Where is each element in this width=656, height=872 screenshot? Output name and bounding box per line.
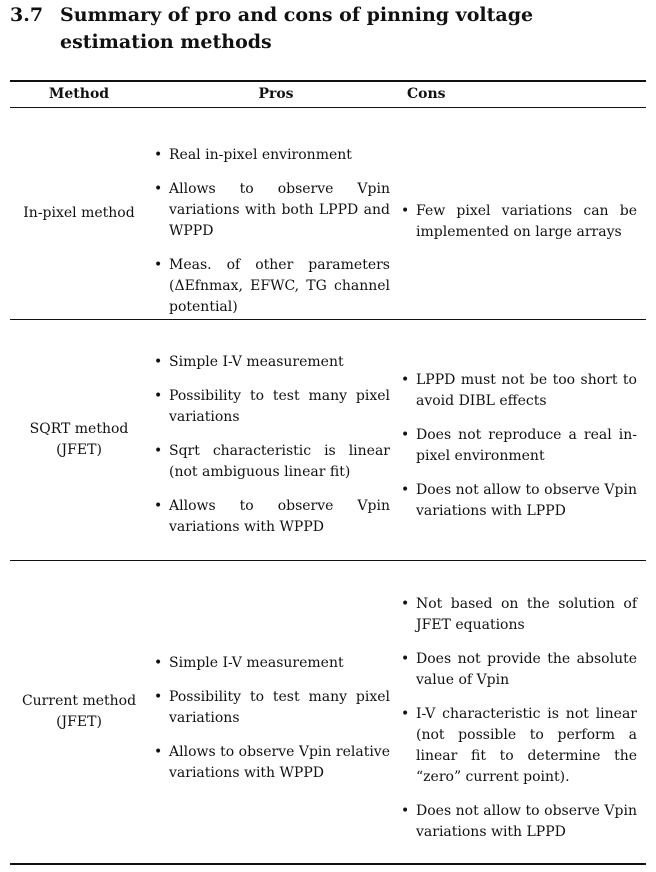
- pros-list: [152, 653, 390, 784]
- list-item: • Allows to observe Vpin variations with both LPPD and WPPD: [152, 179, 390, 242]
- header-cons: Cons: [407, 86, 446, 102]
- list-item: • Simple I-V measurement: [152, 352, 390, 373]
- table-bottom-rule: [10, 863, 646, 865]
- section-number: 3.7: [10, 4, 44, 26]
- list-item: • Allows to observe Vpin relative variations with WPPD: [152, 742, 390, 784]
- list-item: • Does not allow to observe Vpin variations with LPPD: [399, 801, 637, 843]
- table-row: [10, 561, 646, 863]
- list-item: • Not based on the solution of JFET equations: [399, 594, 637, 636]
- method-cell: [10, 108, 148, 319]
- list-item: • Few pixel variations can be implemented on large arrays: [399, 201, 637, 243]
- method-name: SQRT method: [29, 421, 129, 437]
- method-name: Current method: [21, 693, 137, 709]
- list-item: • Simple I-V measurement: [152, 653, 390, 674]
- header-pros: Pros: [258, 86, 294, 102]
- header-method: Method: [48, 86, 110, 102]
- list-item: • Allows to observe Vpin variations with WPPD: [152, 496, 390, 538]
- list-item: • Does not reproduce a real in-pixel environment: [399, 425, 637, 467]
- list-item: • Real in-pixel environment: [152, 145, 390, 166]
- cons-list: [399, 594, 637, 843]
- section-heading: [10, 2, 650, 56]
- method-subtitle: (JFET): [56, 714, 102, 730]
- list-item: • Possibility to test many pixel variations: [152, 687, 390, 729]
- list-item: • LPPD must not be too short to avoid DIBL effects: [399, 370, 637, 412]
- table-row: [10, 320, 646, 560]
- list-item: • Possibility to test many pixel variations: [152, 386, 390, 428]
- method-cell: [10, 561, 148, 863]
- list-item: • I-V characteristic is not linear (not possible to perform a linear fit to determine the “zero” current point).: [399, 704, 637, 788]
- table-row: [10, 108, 646, 319]
- table-top-rule: [10, 80, 646, 82]
- pros-list: [152, 352, 390, 538]
- method-subtitle: (JFET): [56, 442, 102, 458]
- list-item: • Does not allow to observe Vpin variations with LPPD: [399, 480, 637, 522]
- list-item: • Does not provide the absolute value of Vpin: [399, 649, 637, 691]
- pros-list: [152, 145, 390, 318]
- cons-list: [399, 370, 637, 522]
- method-cell: [10, 320, 148, 560]
- list-item: • Sqrt characteristic is linear (not ambiguous linear fit): [152, 441, 390, 483]
- cons-list: [399, 201, 637, 243]
- method-name: In-pixel method: [23, 205, 135, 221]
- list-item: • Meas. of other parameters (ΔEfnmax, EFWC, TG channel potential): [152, 255, 390, 318]
- section-title: Summary of pro and cons of pinning voltage estimation methods: [60, 4, 534, 53]
